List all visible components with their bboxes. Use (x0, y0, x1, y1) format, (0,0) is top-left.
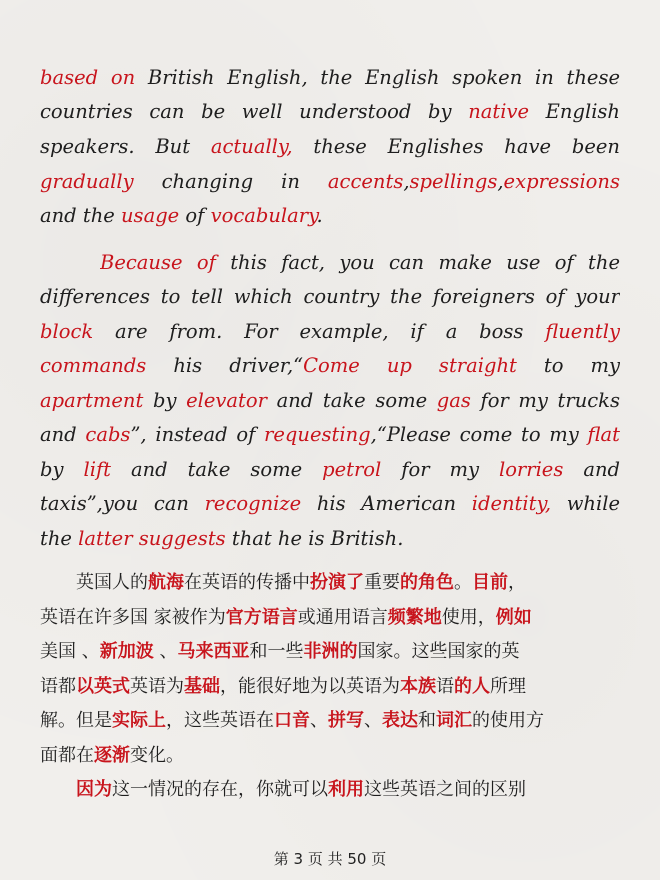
highlighted-term: petrol (322, 458, 382, 481)
highlighted-term: expressions (503, 170, 620, 193)
highlighted-term: accents (327, 170, 404, 193)
en-line (40, 204, 620, 227)
highlighted-term: 基础 (184, 676, 220, 697)
highlighted-term: flat (587, 423, 620, 446)
highlighted-term: 逐渐 (94, 745, 130, 766)
text-segment: ，这些英语在 (166, 710, 274, 731)
text-segment: 语都 (40, 676, 76, 697)
text-segment: 。 (454, 572, 472, 593)
text-segment: 在英语的传播中 (184, 572, 310, 593)
text-segment: 所理 (490, 676, 526, 697)
text-segment: speakers. But (40, 135, 211, 158)
highlighted-term: usage (121, 204, 180, 227)
text-segment: his American (301, 492, 472, 515)
highlighted-term: spellings (409, 170, 498, 193)
highlighted-term: 非洲的 (303, 641, 358, 662)
text-segment: for my (381, 458, 499, 481)
text-segment: and take some (111, 458, 323, 481)
highlighted-term: 的人 (454, 676, 490, 697)
text-segment: . (316, 204, 323, 227)
zh-line (40, 672, 620, 698)
highlighted-term: 的角色 (400, 572, 454, 593)
text-segment: changing in (133, 170, 328, 193)
highlighted-term: gas (436, 389, 471, 412)
text-segment: and (563, 458, 620, 481)
text-segment: and the (40, 204, 121, 227)
highlighted-term: 表达 (382, 710, 418, 731)
text-segment: 这些英语之间的区别 (364, 779, 526, 800)
en-line (40, 66, 620, 89)
highlighted-term: fluently (545, 320, 620, 343)
highlighted-term: lift (83, 458, 111, 481)
highlighted-term: latter suggests (78, 527, 226, 550)
text-segment: 国家。这些国家的英 (357, 641, 520, 662)
highlighted-term: 以英式 (76, 676, 130, 697)
zh-line (40, 637, 620, 663)
highlighted-term: recognize (204, 492, 302, 515)
en-line (40, 389, 620, 412)
en-line (40, 527, 620, 550)
text-segment: 使用， (441, 607, 496, 628)
highlighted-term: 目前 (472, 572, 508, 593)
text-segment: these Englishes have been (292, 135, 620, 158)
text-segment: 、 (153, 641, 178, 662)
highlighted-term: 利用 (328, 779, 364, 800)
zh-line (40, 603, 620, 629)
text-segment: while (551, 492, 620, 515)
zh-line (40, 741, 620, 767)
highlighted-term: requesting (264, 423, 371, 446)
highlighted-term: 航海 (148, 572, 184, 593)
text-segment: ， (508, 572, 526, 593)
text-segment: , (403, 170, 410, 193)
text-segment: taxis”,you can (40, 492, 205, 515)
text-segment: 的使用方 (472, 710, 544, 731)
highlighted-term: 因为 (76, 779, 112, 800)
text-segment: for my trucks (470, 389, 620, 412)
text-segment: the (40, 527, 79, 550)
text-segment: 美国 、 (40, 641, 100, 662)
text-segment: and take some (266, 389, 437, 412)
highlighted-term: 官方语言 (225, 607, 298, 628)
page-footer: 第 3 页 共 50 页 (273, 850, 387, 868)
text-segment: 、 (310, 710, 328, 731)
zh-line (40, 775, 620, 801)
text-segment: countries can be well understood by (40, 100, 469, 123)
text-segment: 、 (364, 710, 382, 731)
text-segment: by (40, 458, 84, 481)
text-segment: 这一情况的存在，你就可以 (112, 779, 328, 800)
text-segment: 和一些 (249, 641, 304, 662)
text-segment: 面都在 (40, 745, 94, 766)
highlighted-term: elevator (186, 389, 267, 412)
en-line (40, 458, 620, 481)
highlighted-term: lorries (498, 458, 564, 481)
en-line (100, 251, 620, 274)
highlighted-term: block (40, 320, 94, 343)
en-line (40, 135, 620, 158)
text-segment: are from. For example, if a boss (93, 320, 546, 343)
highlighted-term: based on (40, 66, 136, 89)
highlighted-term: cabs (85, 423, 131, 446)
highlighted-term: 例如 (495, 607, 532, 628)
highlighted-term: gradually (40, 170, 134, 193)
text-segment: ”, instead of (130, 423, 265, 446)
text-segment: , (497, 170, 504, 193)
text-segment: 变化。 (130, 745, 184, 766)
en-line (40, 100, 620, 123)
highlighted-term: actually, (210, 135, 293, 158)
text-segment: ,“Please come to my (370, 423, 588, 446)
text-segment: 和 (418, 710, 436, 731)
highlighted-term: native (468, 100, 530, 123)
text-segment: 解。但是 (40, 710, 112, 731)
en-line (40, 320, 620, 343)
text-segment: British English, the English spoken in these (135, 66, 620, 89)
highlighted-term: 扮演了 (310, 572, 364, 593)
zh-line (40, 568, 620, 594)
text-segment: and (40, 423, 86, 446)
highlighted-term: 拼写 (328, 710, 364, 731)
highlighted-term: vocabulary (210, 204, 317, 227)
highlighted-term: Because of (100, 251, 216, 274)
text-segment: 英语在许多国 家被作为 (40, 607, 226, 628)
highlighted-term: 频繁地 (387, 607, 442, 628)
text-segment: 英语为 (130, 676, 184, 697)
highlighted-term: 词汇 (436, 710, 472, 731)
highlighted-term: 马来西亚 (177, 641, 250, 662)
text-segment: of (179, 204, 211, 227)
zh-line (40, 706, 620, 732)
text-segment: 语 (436, 676, 454, 697)
text-segment: to my (516, 354, 620, 377)
highlighted-term: 实际上 (112, 710, 166, 731)
text-segment: his driver,“ (146, 354, 304, 377)
en-line (40, 354, 620, 377)
text-segment: by (143, 389, 187, 412)
text-segment: 或通用语言 (297, 607, 388, 628)
text-segment: 重要 (364, 572, 400, 593)
highlighted-term: apartment (40, 389, 144, 412)
text-segment: English (529, 100, 620, 123)
en-line (40, 423, 620, 446)
highlighted-term: Come up straight (303, 354, 517, 377)
text-segment: differences to tell which country the foreigners of your (40, 285, 620, 308)
en-line (40, 285, 620, 308)
text-segment: 英国人的 (40, 572, 148, 593)
highlighted-term: 新加波 (99, 641, 154, 662)
highlighted-term: 口音 (274, 710, 310, 731)
text-segment: this fact, you can make use of the (215, 251, 620, 274)
text-segment (40, 779, 76, 800)
highlighted-term: commands (40, 354, 147, 377)
text-segment: that he is British. (225, 527, 404, 550)
en-line (40, 170, 620, 193)
en-line (40, 492, 620, 515)
text-segment: ，能很好地为以英语为 (220, 676, 400, 697)
highlighted-term: 本族 (400, 676, 436, 697)
highlighted-term: identity, (471, 492, 552, 515)
